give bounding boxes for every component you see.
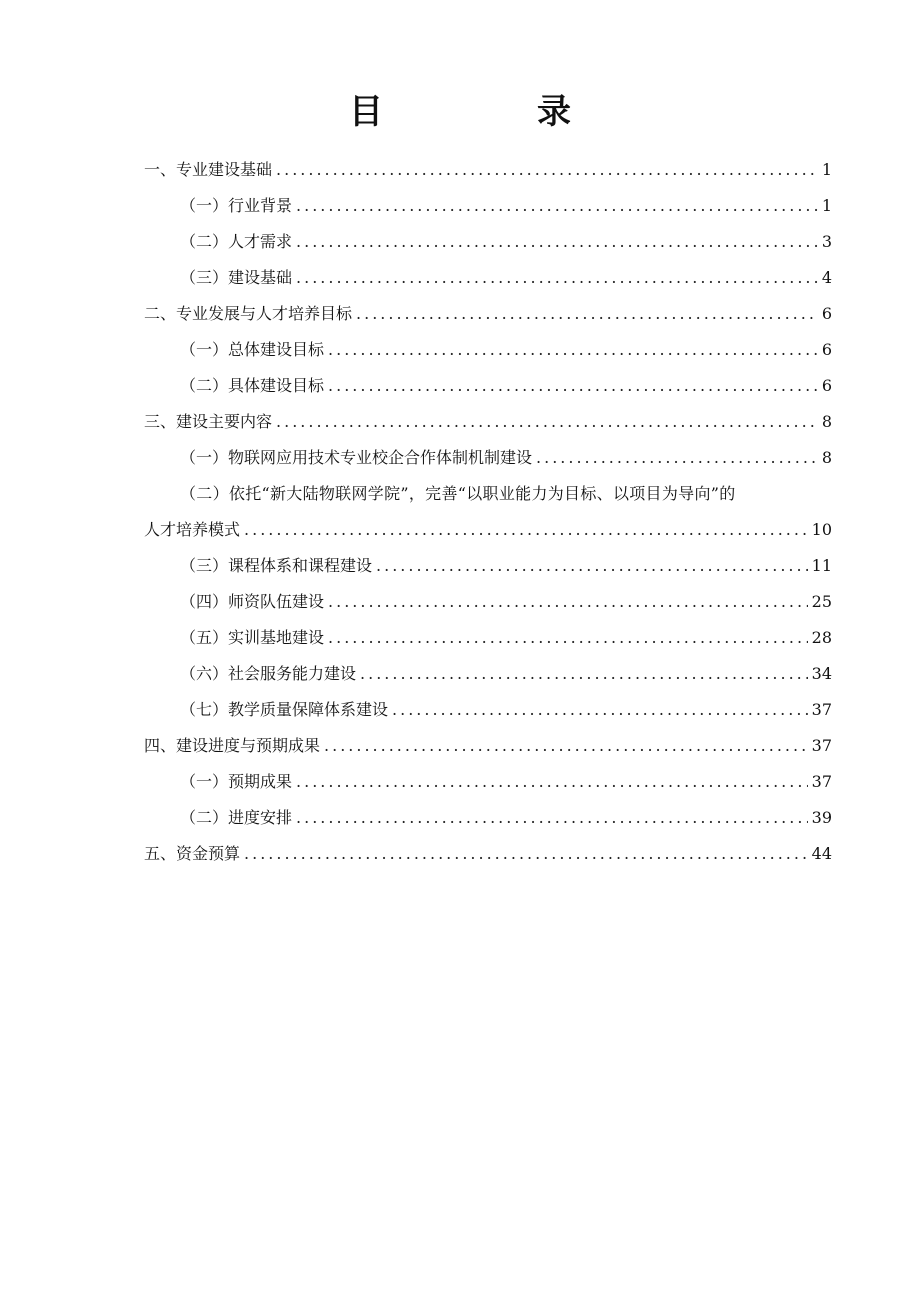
toc-entry[interactable] bbox=[144, 620, 832, 656]
toc-page-number: 37 bbox=[811, 736, 832, 755]
toc-entry-text: （一）行业背景 bbox=[180, 196, 293, 215]
toc-page-number: 1 bbox=[821, 160, 832, 179]
toc-page-number: 37 bbox=[811, 700, 832, 719]
toc-entry[interactable] bbox=[144, 728, 832, 764]
dot-leader bbox=[360, 656, 808, 692]
toc-entry-line2 bbox=[144, 512, 832, 548]
dot-leader bbox=[376, 548, 808, 584]
dot-leader bbox=[328, 620, 808, 656]
toc-page-number: 8 bbox=[821, 412, 832, 431]
toc-entry[interactable] bbox=[144, 260, 832, 296]
toc-entry[interactable] bbox=[144, 836, 832, 872]
dot-leader bbox=[296, 800, 808, 836]
toc-entry-text: （三）课程体系和课程建设 bbox=[180, 556, 373, 575]
toc-entry-text: （二）进度安排 bbox=[180, 808, 293, 827]
toc-entry[interactable] bbox=[144, 332, 832, 368]
toc-entry-text: （七）教学质量保障体系建设 bbox=[180, 700, 389, 719]
toc-entry[interactable] bbox=[144, 764, 832, 800]
toc-page-number: 6 bbox=[821, 376, 832, 395]
page-title: 目 录 bbox=[349, 92, 631, 132]
dot-leader bbox=[328, 584, 808, 620]
toc-page-number: 11 bbox=[811, 556, 832, 575]
toc-entry[interactable] bbox=[144, 656, 832, 692]
toc-entry-text-line2: 人才培养模式 bbox=[144, 520, 241, 539]
dot-leader bbox=[328, 332, 818, 368]
toc-page-number: 44 bbox=[811, 844, 832, 863]
toc-entry[interactable] bbox=[144, 584, 832, 620]
toc-entry-text: （一）预期成果 bbox=[180, 772, 293, 791]
dot-leader bbox=[356, 296, 818, 332]
dot-leader bbox=[276, 152, 818, 188]
toc-entry[interactable] bbox=[144, 404, 832, 440]
toc-entry-text: （六）社会服务能力建设 bbox=[180, 664, 357, 683]
dot-leader bbox=[392, 692, 808, 728]
dot-leader bbox=[296, 260, 818, 296]
toc-entry-text: 四、建设进度与预期成果 bbox=[144, 736, 321, 755]
toc-entry[interactable] bbox=[144, 368, 832, 404]
dot-leader bbox=[296, 224, 818, 260]
toc-entry[interactable] bbox=[144, 548, 832, 584]
toc-page-number: 3 bbox=[821, 232, 832, 251]
toc-page-number: 6 bbox=[821, 340, 832, 359]
toc-entry[interactable] bbox=[144, 296, 832, 332]
toc-entry-text: 三、建设主要内容 bbox=[144, 412, 273, 431]
dot-leader bbox=[296, 188, 818, 224]
toc-entry[interactable] bbox=[144, 800, 832, 836]
toc-entry[interactable] bbox=[144, 692, 832, 728]
toc-entry-text: 二、专业发展与人才培养目标 bbox=[144, 304, 353, 323]
toc-page-number: 8 bbox=[821, 448, 832, 467]
toc-entry[interactable] bbox=[144, 188, 832, 224]
toc-entry-text: （一）物联网应用技术专业校企合作体制机制建设 bbox=[180, 448, 533, 467]
toc-page-number: 10 bbox=[811, 520, 832, 539]
toc-entry-multiline[interactable] bbox=[144, 476, 832, 548]
toc-entry-text: 一、专业建设基础 bbox=[144, 160, 273, 179]
dot-leader bbox=[244, 836, 808, 872]
toc-page-number: 6 bbox=[821, 304, 832, 323]
toc-page-number: 25 bbox=[811, 592, 832, 611]
toc-page-number: 34 bbox=[811, 664, 832, 683]
toc-page-number: 1 bbox=[821, 196, 832, 215]
dot-leader bbox=[328, 368, 818, 404]
dot-leader bbox=[536, 440, 818, 476]
toc-page-number: 37 bbox=[811, 772, 832, 791]
table-of-contents bbox=[144, 152, 832, 872]
toc-page-number: 4 bbox=[821, 268, 832, 287]
dot-leader bbox=[324, 728, 808, 764]
dot-leader bbox=[296, 764, 808, 800]
toc-page-number: 28 bbox=[811, 628, 832, 647]
toc-entry-text-line1: （二）依托“新大陆物联网学院”，完善“以职业能力为目标、以项目为导向”的 bbox=[180, 484, 736, 503]
toc-entry-text: （四）师资队伍建设 bbox=[180, 592, 325, 611]
dot-leader bbox=[276, 404, 818, 440]
toc-entry-text: （三）建设基础 bbox=[180, 268, 293, 287]
toc-entry-text: （五）实训基地建设 bbox=[180, 628, 325, 647]
toc-entry-text: （二）具体建设目标 bbox=[180, 376, 325, 395]
toc-entry-text: （一）总体建设目标 bbox=[180, 340, 325, 359]
toc-page-number: 39 bbox=[811, 808, 832, 827]
toc-entry[interactable] bbox=[144, 152, 832, 188]
dot-leader bbox=[244, 512, 808, 548]
toc-entry[interactable] bbox=[144, 224, 832, 260]
toc-entry-text: （二）人才需求 bbox=[180, 232, 293, 251]
toc-entry[interactable] bbox=[144, 440, 832, 476]
toc-entry-text: 五、资金预算 bbox=[144, 844, 241, 863]
